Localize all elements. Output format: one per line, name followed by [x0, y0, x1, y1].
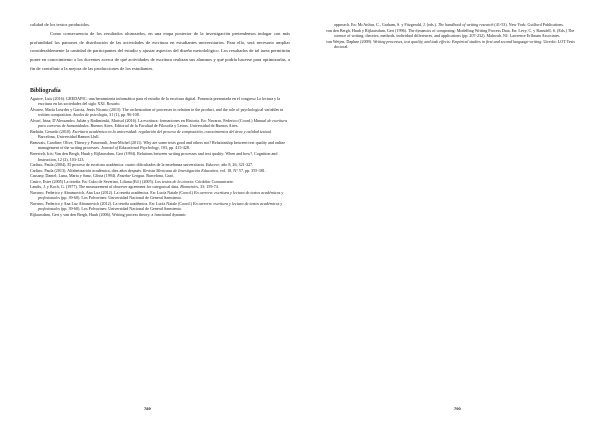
reference-entry [30, 96, 290, 107]
reference-text: Barbián, Gerardo (2010). [30, 128, 73, 134]
reference-text: , 31 (1), pp. 96-108. [107, 112, 140, 118]
reference-title: En carrera: escritura y lectura de textos académicos y profesionales [38, 200, 283, 212]
reference-entry [30, 129, 290, 140]
reference-title: Escritura académica en la universidad: regulación del proceso de composición, conocimientos del área y calidad textual [72, 128, 271, 134]
reference-text: (pp. 39-60). Los Polvorines: Universidad Nacional de General Sarmiento. [59, 206, 182, 212]
page-number-left: 789 [144, 406, 151, 411]
reference-list [30, 96, 290, 218]
body-text [30, 21, 290, 74]
reference-entry [30, 151, 290, 162]
reference-text: , 33: 159-74. [197, 184, 219, 190]
reference-title: Anales de psicología [72, 112, 108, 118]
reference-text: van Weijen, Daphne (2009). [326, 38, 374, 44]
reference-text: . Buenos Aires, Editorial de la Facultad de Filosofía y Letras, Universidad de Buenos Aires. [88, 123, 239, 129]
reference-title: Manual de escritura para carreras de humanidades [38, 117, 287, 129]
right-page [300, 0, 600, 424]
reference-title: En carrera: escritura y lectura de textos académicos y profesionales [38, 189, 284, 201]
reference-entry [30, 201, 290, 212]
bibliography-heading: Bibliografía [30, 87, 61, 94]
reference-text: Breetvelt, Iris; Van den Bergh, Huub y Rijlaarsdam, Gert (1994). Relations between writing processes and text quality: When and how?, Cognition and Instruction, 12 (2), 103-123. [30, 150, 278, 162]
reference-text: , vol. 18, N° 57, pp. 355-381. [217, 167, 266, 173]
reference-text: Carlino, Paula (2013). Alfabetización académica, diez años después. [30, 167, 143, 173]
reference-entry [30, 190, 290, 201]
reference-title: Biometrics [180, 184, 198, 190]
reference-text: approach. En: McArthur, C., Graham, S. y Fitzgerald, J. (eds.). [334, 22, 438, 27]
reference-text: . Barcelona, Universidad Ramon Llull. [38, 128, 272, 140]
reference-list-continued [326, 22, 586, 50]
reference-text: Aguirre, Luis (2016). GREDAPIC: una herramienta informática para el estudio de la escritura digital. Ponencia presentada en el congreso La lectura y la escritura en las sociedades del siglo XXI. Rosario. [30, 95, 281, 107]
reference-entry [30, 212, 290, 218]
reference-text: Navarro, Federico y Abramovich, Ana Luz (2012). La reseña académica. En: Lucía Natale (Coord.) [30, 189, 195, 195]
paragraph: calidad de los textos producidos. [30, 22, 91, 27]
reference-text: (41-53). New York: Guilford Publications. [493, 22, 564, 27]
reference-entry [30, 107, 290, 118]
reference-title: The handbook of writing research [437, 22, 494, 27]
reference-text: , 103, pp. 415-428. [158, 145, 190, 151]
reference-entry [30, 140, 290, 151]
page-number-right: 790 [454, 406, 461, 411]
reference-text: Beauvais, Caroline; Olive, Thierry y Passerault, Jean-Michel (2011). Why are some texts good and others not? Relationship between text quality and online management of the writing processes. [30, 139, 286, 151]
reference-text: , año 8, 26, 321-327. [219, 162, 254, 168]
reference-entry [30, 118, 290, 129]
reference-entry [326, 39, 586, 50]
reference-title: Journal of Educational Psychology [100, 145, 159, 151]
reference-entry [326, 28, 586, 39]
reference-title: Los textos de la ciencia [154, 178, 194, 184]
reference-text: . Utrecht: LOT Tesis doctoral. [334, 38, 575, 50]
reference-text: . Barcelona, Graó. [144, 173, 175, 179]
reference-text: Álvarez, María Lourdes y García, Jesús Nicasio (2015). The orchestration of processes in relation to the product, and the role of psychological variables in written composition. [30, 106, 284, 118]
reference-text: Carlino, Paula (2004). El proceso de escritura académica: cuatro dificultades de la enseñanza universitaria. [30, 162, 206, 168]
reference-text: Cassany, Daniel; Luna, Marta y Sanz, Glòria (1994). [30, 173, 118, 179]
reference-text: (pp. 39-60). Los Polvorines: Universidad Nacional de General Sarmiento. [59, 195, 182, 201]
reference-text: Castro, Ester (2005) La reseña. En: Cubo de Severino, Liliana (Ed.) (2005). [30, 178, 155, 184]
reference-text: Rijlaarsdam, Gert y van den Bergh, Huub (2006). Writing process theory: a functional dynamic [30, 211, 187, 217]
reference-title: Writing processes, text quality, and task effects: Empirical studies in first and second language writing [373, 38, 542, 44]
reference-text: Navarro, Federico y Ana Luz Abramovich (2012). La reseña académica. En: Lucía Natale (Coord.) [30, 200, 193, 206]
paragraph: Como consecuencia de los resultados alcanzados, en una etapa posterior de la investigación pretendemos indagar con más profundidad los patrones de distribución de las actividades de escritura en estudiantes universitarios. Para ello, será necesario ampliar considerablemente la cantidad de participantes del estudio y ajustar aspectos del diseño metodológico. Los resultados de tal tarea permitirán poner en conocimiento a los docentes acerca de qué actividades de escritura realizan sus alumnos y qué podría hacerse para optimizarlas, a fin de contribuir a la mejora de las producciones de los estudiantes. [30, 30, 290, 71]
reference-text: . Córdoba: Comunicarte. [193, 178, 234, 184]
reference-text: Landis, J. y Koch, G. (1977). The measurement of observer agreement for categorical data. [30, 184, 181, 190]
reference-title: Revista Mexicana de Investigación Educativa [143, 167, 218, 173]
reference-title: Educere [205, 162, 220, 168]
reference-text: van den Bergh, Huub y Rijlaarsdam, Gert (1996). The dynamics of composing: Modelling Writing Process Data. En: Levy, C. y Ransdell, S. (Eds.) The science of writing: theories, methods, individual differences, and applications (pp. 207-232). Mahwah, NJ: Lawrence Erlbaum Associates. [326, 27, 575, 39]
reference-title: Enseñar Lengua [117, 173, 145, 179]
reference-text: Alvarí, Irina; D'Alessandro, Julián y Radiminski, Marisol (2016). La escritura: formaciones en Historia. En: Navarro, Federico (Coord.) [30, 117, 254, 123]
